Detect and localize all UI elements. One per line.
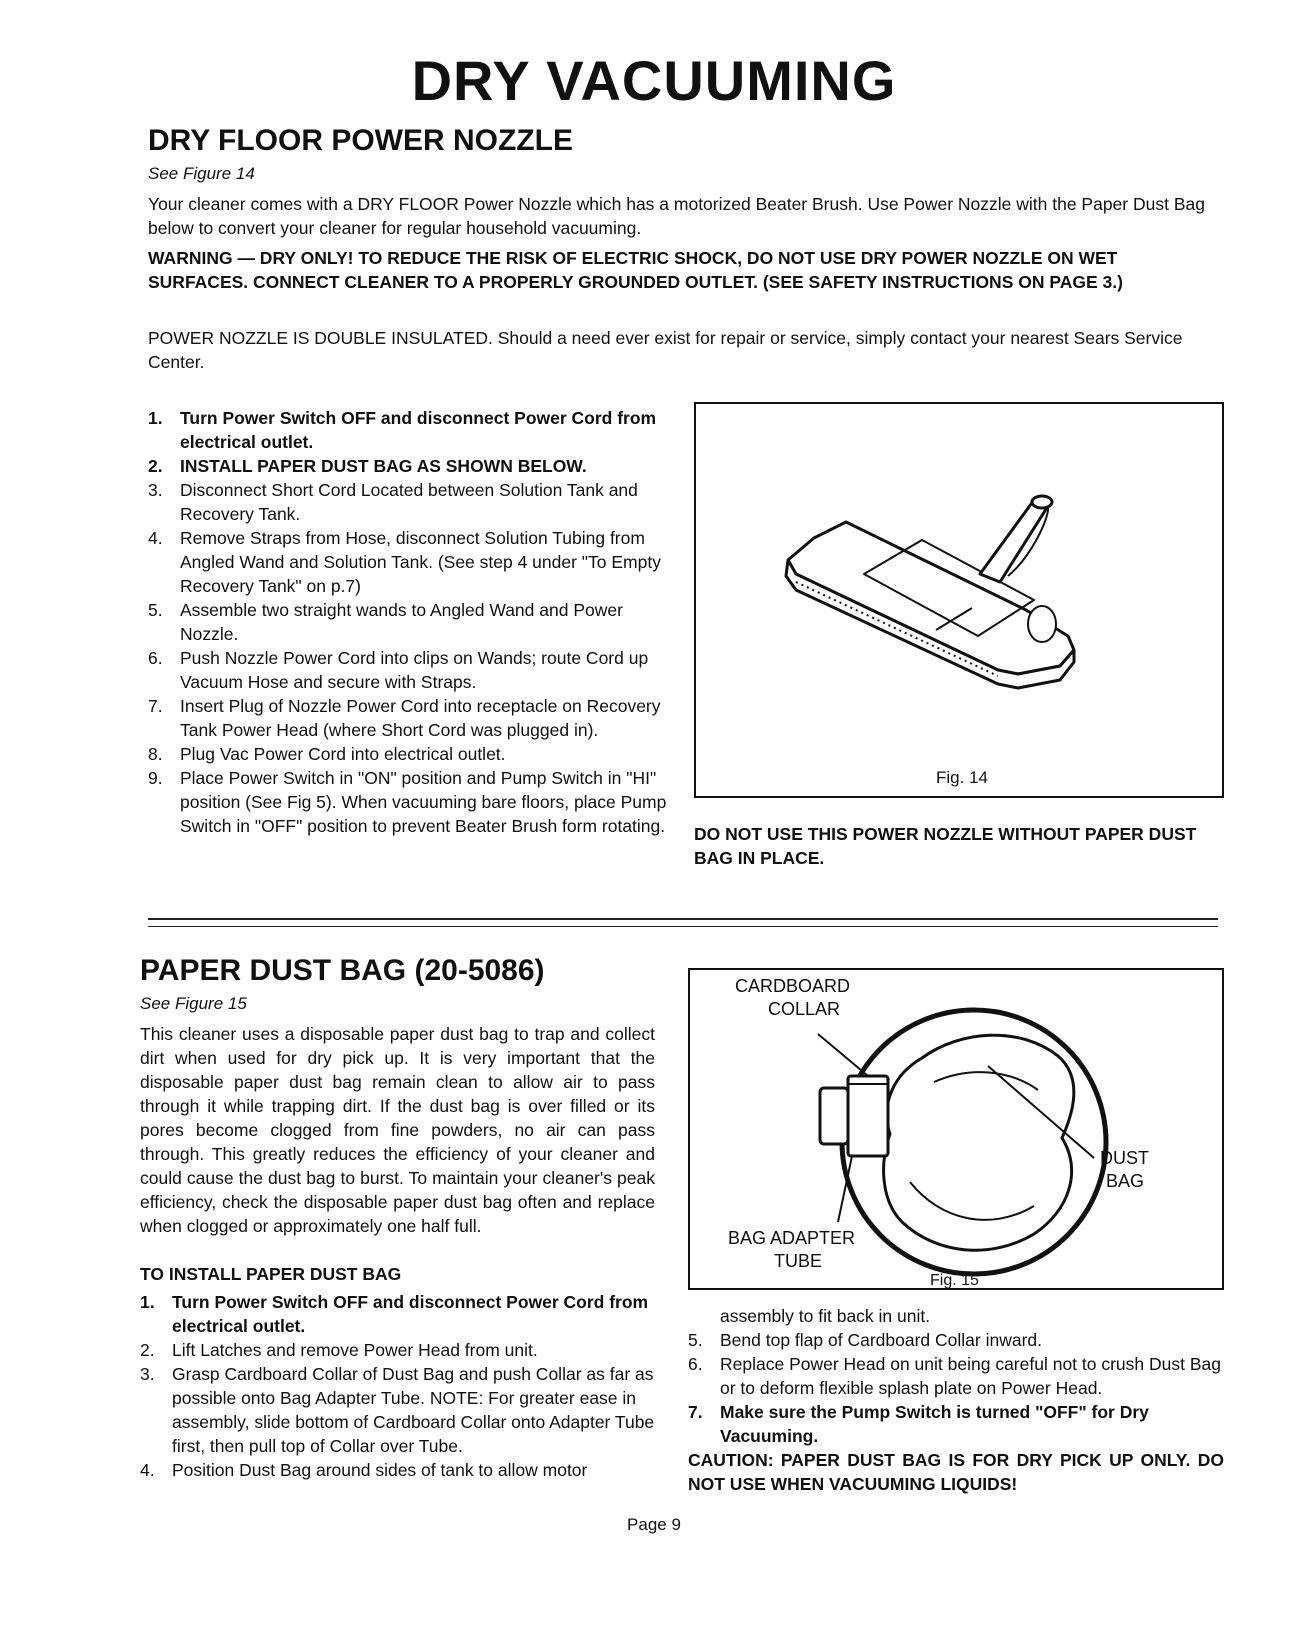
step-number: 5. — [148, 600, 163, 620]
step-item — [148, 766, 668, 838]
step-number: 3. — [140, 1364, 155, 1384]
step-item — [148, 646, 668, 694]
step-text: Bend top flap of Cardboard Collar inward. — [720, 1330, 1042, 1350]
step-text: Assemble two straight wands to Angled Wand and Power Nozzle. — [180, 600, 623, 644]
step-number: 2. — [148, 456, 163, 476]
step-number: 9. — [148, 768, 163, 788]
page-title: DRY VACUUMING — [411, 49, 897, 112]
step-item — [148, 526, 668, 598]
section-divider — [148, 918, 1218, 920]
step-item — [148, 694, 668, 742]
install-steps-left — [140, 1290, 660, 1482]
see-figure-14: See Figure 14 — [148, 164, 255, 183]
label-cardboard: CARDBOARD — [735, 976, 851, 996]
no-bag-caution: DO NOT USE THIS POWER NOZZLE WITHOUT PAPER DUST BAG IN PLACE. — [694, 824, 1197, 868]
figure-15-caption: Fig. 15 — [930, 1272, 979, 1289]
step-text: Insert Plug of Nozzle Power Cord into receptacle on Recovery Tank Power Head (where Short Cord was plugged in). — [180, 696, 661, 740]
step-number: 1. — [140, 1292, 155, 1312]
dust-bag-intro: This cleaner uses a disposable paper dust bag to trap and collect dirt when used for dry pick up. It is very important that the disposable paper dust bag remain clean to allow air to pass through it while trapping dirt. If the dust bag is over filled or its pores become clogged from fine powders, no air can pass through. This greatly reduces the efficiency of your cleaner and could cause the dust bag to burst. To maintain your cleaner's peak efficiency, check the disposable paper dust bag often and replace when clogged or approximately one half full. — [140, 1024, 655, 1236]
step-text: Remove Straps from Hose, disconnect Solution Tubing from Angled Wand and Solution Tank. (See step 4 under "To Empty Recovery Tank" on p.7) — [180, 528, 661, 596]
step-item — [140, 1362, 660, 1458]
step-item — [148, 406, 668, 454]
step-item — [148, 742, 668, 766]
step-number: 6. — [148, 648, 163, 668]
step-text: Lift Latches and remove Power Head from unit. — [172, 1340, 538, 1360]
page-number: Page 9 — [627, 1515, 681, 1534]
step-number: 6. — [688, 1354, 703, 1374]
power-nozzle-steps — [148, 406, 668, 838]
step-text: Push Nozzle Power Cord into clips on Wands; route Cord up Vacuum Hose and secure with Straps. — [180, 648, 649, 692]
step-text: Turn Power Switch OFF and disconnect Power Cord from electrical outlet. — [180, 408, 657, 452]
install-heading: TO INSTALL PAPER DUST BAG — [140, 1264, 402, 1284]
see-figure-15: See Figure 15 — [140, 994, 247, 1013]
step-item — [140, 1290, 660, 1338]
section-divider-secondary — [148, 926, 1218, 927]
step-item — [688, 1352, 1224, 1400]
label-tube: TUBE — [774, 1251, 823, 1271]
step-number: 4. — [140, 1460, 155, 1480]
power-nozzle-intro: Your cleaner comes with a DRY FLOOR Power Nozzle which has a motorized Beater Brush. Use Power Nozzle with the Paper Dust Bag below to convert your cleaner for regular household vacuuming. — [148, 194, 1205, 238]
power-nozzle-illustration — [696, 404, 1222, 796]
step-item — [140, 1458, 660, 1482]
dry-only-caution: CAUTION: PAPER DUST BAG IS FOR DRY PICK UP ONLY. DO NOT USE WHEN VACUUMING LIQUIDS! — [688, 1450, 1224, 1494]
step-text: Disconnect Short Cord Located between Solution Tank and Recovery Tank. — [180, 480, 638, 524]
step4-continued: assembly to fit back in unit. — [720, 1306, 931, 1326]
step-text: Turn Power Switch OFF and disconnect Power Cord from electrical outlet. — [172, 1292, 649, 1336]
label-collar: COLLAR — [768, 999, 841, 1019]
step-item — [688, 1400, 1224, 1448]
double-insulated-note: POWER NOZZLE IS DOUBLE INSULATED. Should a need ever exist for repair or service, simply contact your nearest Sears Service Center. — [148, 328, 1183, 372]
label-bag: BAG — [1106, 1171, 1145, 1191]
step-number: 2. — [140, 1340, 155, 1360]
step-text: Position Dust Bag around sides of tank to allow motor — [172, 1460, 588, 1480]
step-text: Make sure the Pump Switch is turned "OFF" for Dry Vacuuming. — [720, 1402, 1149, 1446]
step-number: 4. — [148, 528, 163, 548]
step-text: Plug Vac Power Cord into electrical outlet. — [180, 744, 506, 764]
step-number: 3. — [148, 480, 163, 500]
figure-14-caption: Fig. 14 — [936, 768, 988, 787]
step-number: 5. — [688, 1330, 703, 1350]
label-bag-adapter: BAG ADAPTER — [728, 1228, 856, 1248]
step-text: Replace Power Head on unit being careful not to crush Dust Bag or to deform flexible splash plate on Power Head. — [720, 1354, 1221, 1398]
step-text: INSTALL PAPER DUST BAG AS SHOWN BELOW. — [180, 456, 587, 476]
step-item — [140, 1338, 660, 1362]
power-nozzle-heading: DRY FLOOR POWER NOZZLE — [148, 124, 573, 157]
step-item — [148, 454, 668, 478]
label-dust: DUST — [1100, 1148, 1149, 1168]
step-item — [148, 598, 668, 646]
electric-shock-warning: WARNING — DRY ONLY! TO REDUCE THE RISK OF ELECTRIC SHOCK, DO NOT USE DRY POWER NOZZLE ON WET SURFACES. CONNECT CLEANER TO A PROPERLY GROUNDED OUTLET. (SEE SAFETY INSTRUCTIONS ON PAGE 3.) — [148, 248, 1123, 292]
step-text: Grasp Cardboard Collar of Dust Bag and push Collar as far as possible onto Bag Adapter Tube. NOTE: For greater ease in assembly, slide bottom of Cardboard Collar onto Adapter Tube first, then pull top of Collar over Tube. — [172, 1364, 655, 1456]
step-number: 1. — [148, 408, 163, 428]
step-number: 7. — [148, 696, 163, 716]
install-steps-right — [688, 1328, 1224, 1448]
dust-bag-heading: PAPER DUST BAG (20-5086) — [140, 954, 545, 987]
step-item — [688, 1328, 1224, 1352]
step-number: 8. — [148, 744, 163, 764]
step-number: 7. — [688, 1402, 703, 1422]
step-text: Place Power Switch in "ON" position and Pump Switch in "HI" position (See Fig 5). When vacuuming bare floors, place Pump Switch in "OFF" position to prevent Beater Brush form rotating. — [180, 768, 667, 836]
step-item — [148, 478, 668, 526]
figure-14-box — [694, 402, 1224, 798]
